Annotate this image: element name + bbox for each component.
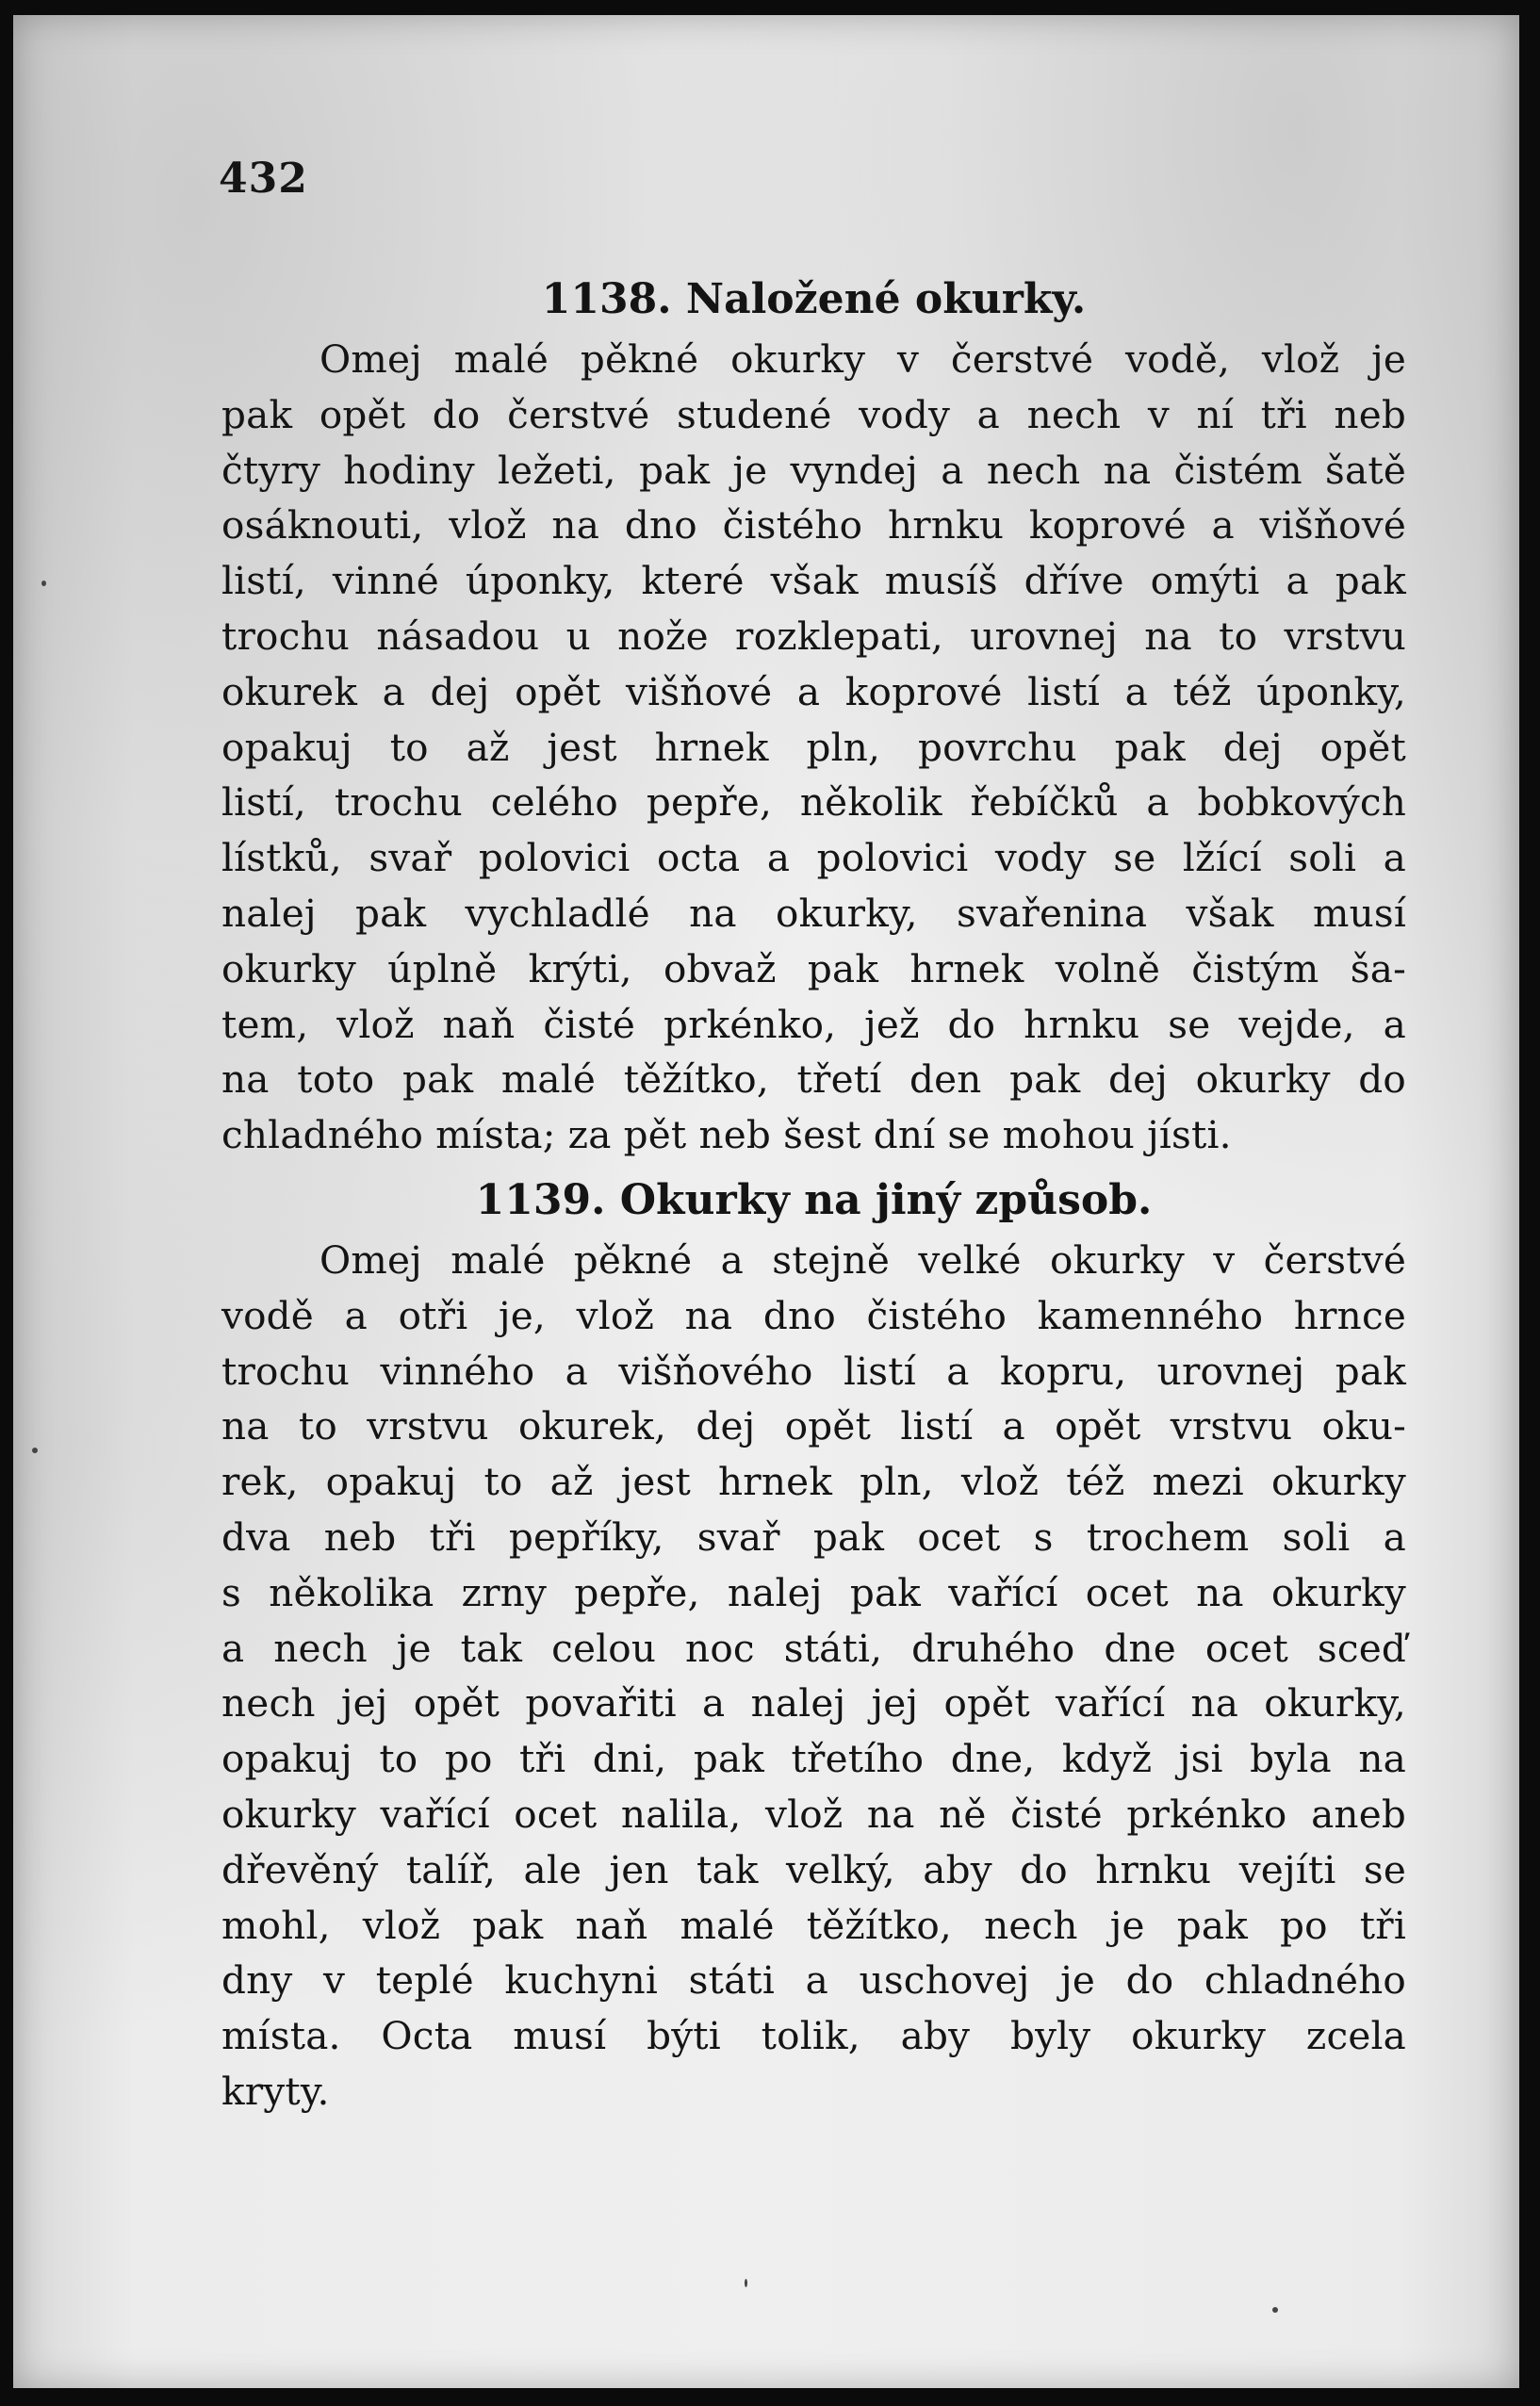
scan-speck bbox=[1272, 2307, 1278, 2313]
text-line: tem, vlož naň čisté prkénko, jež do hrnku se vejde, a bbox=[221, 1001, 1406, 1047]
section-heading: 1138. Naložené okurky. bbox=[541, 275, 1087, 323]
text-line: listí, vinné úponky, které však musíš dříve omýti a pak bbox=[221, 558, 1406, 604]
text-line: dva neb tři pepříky, svař pak ocet s trochem soli a bbox=[221, 1514, 1406, 1560]
text-line: a nech je tak celou noc státi, druhého dne ocet sceď bbox=[221, 1625, 1406, 1671]
recipe-text-block bbox=[221, 271, 1406, 2120]
text-line: trochu násadou u nože rozklepati, urovnej na to vrstvu bbox=[221, 613, 1406, 659]
text-line: dřevěný talíř, ale jen tak velký, aby do hrnku vejíti se bbox=[221, 1846, 1406, 1892]
recipe-section-1139 bbox=[221, 1172, 1406, 2120]
recipe-section-1138 bbox=[221, 271, 1406, 1163]
section-body bbox=[221, 1233, 1406, 2120]
scan-speck bbox=[32, 1448, 38, 1453]
text-line: Omej malé pěkné okurky v čerstvé vodě, vlož je bbox=[319, 336, 1406, 382]
text-line: okurky vařící ocet nalila, vlož na ně čisté prkénko aneb bbox=[221, 1791, 1406, 1837]
text-line: s několika zrny pepře, nalej pak vařící ocet na okurky bbox=[221, 1569, 1406, 1615]
text-line: listí, trochu celého pepře, několik řebíčků a bobkových bbox=[221, 779, 1406, 826]
section-heading: 1139. Okurky na jiný způsob. bbox=[475, 1175, 1153, 1224]
text-line: kryty. bbox=[221, 2068, 330, 2114]
text-line: okurek a dej opět višňové a koprové listí a též úponky, bbox=[221, 668, 1406, 714]
text-line: pak opět do čerstvé studené vody a nech v ní tři neb bbox=[221, 391, 1406, 437]
scanned-page bbox=[13, 15, 1519, 2388]
text-line: mohl, vlož pak naň malé těžítko, nech je pak po tři bbox=[221, 1902, 1406, 1948]
text-line: opakuj to po tři dni, pak třetího dne, když jsi byla na bbox=[221, 1736, 1406, 1782]
text-line: na to vrstvu okurek, dej opět listí a opět vrstvu oku- bbox=[221, 1403, 1406, 1449]
text-line: na toto pak malé těžítko, třetí den pak dej okurky do bbox=[221, 1056, 1406, 1103]
text-line: dny v teplé kuchyni státi a uschovej je do chladného bbox=[221, 1957, 1406, 2004]
text-line: čtyry hodiny ležeti, pak je vyndej a nech na čistém šatě bbox=[221, 447, 1406, 493]
text-line: osáknouti, vlož na dno čistého hrnku koprové a višňové bbox=[221, 502, 1406, 548]
text-line: nech jej opět povařiti a nalej jej opět vařící na okurky, bbox=[221, 1680, 1406, 1727]
scan-speck bbox=[745, 2279, 747, 2287]
section-body bbox=[221, 332, 1406, 1163]
page-number: 432 bbox=[219, 155, 308, 203]
text-line: okurky úplně krýti, obvaž pak hrnek volně čistým ša- bbox=[221, 945, 1406, 991]
text-line: trochu vinného a višňového listí a kopru, urovnej pak bbox=[221, 1348, 1406, 1394]
text-line: vodě a otři je, vlož na dno čistého kamenného hrnce bbox=[221, 1292, 1406, 1338]
text-line: opakuj to až jest hrnek pln, povrchu pak dej opět bbox=[221, 724, 1406, 770]
text-line: nalej pak vychladlé na okurky, svařenina však musí bbox=[221, 890, 1406, 936]
scan-speck bbox=[41, 581, 46, 586]
text-line: lístků, svař polovici octa a polovici vody se lžící soli a bbox=[221, 835, 1406, 881]
text-line: Omej malé pěkné a stejně velké okurky v čerstvé bbox=[319, 1236, 1406, 1283]
text-line: místa. Octa musí býti tolik, aby byly okurky zcela bbox=[221, 2013, 1406, 2059]
text-line: chladného místa; za pět neb šest dní se mohou jísti. bbox=[221, 1112, 1232, 1158]
text-line: rek, opakuj to až jest hrnek pln, vlož též mezi okurky bbox=[221, 1459, 1406, 1505]
